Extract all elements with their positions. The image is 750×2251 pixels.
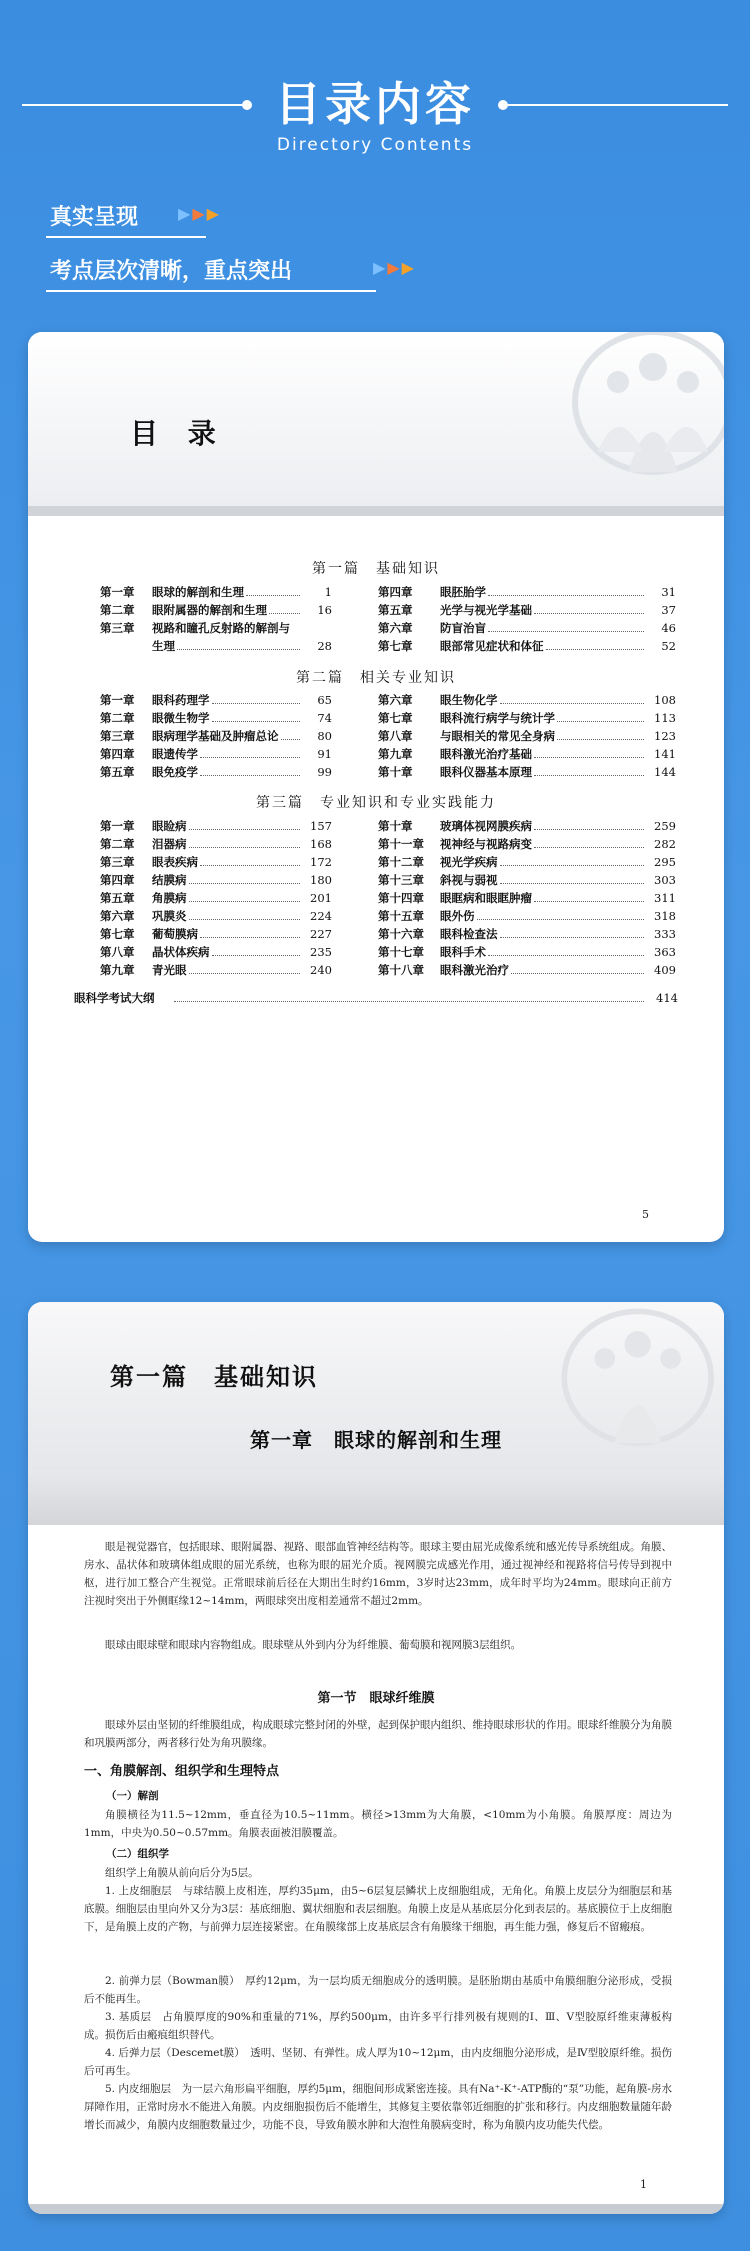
toc-entry [378, 638, 676, 654]
toc-entry [378, 908, 676, 924]
toc-chapter-number: 第十七章 [378, 945, 424, 959]
toc-part2-title: 第二篇 相关专业知识 [296, 670, 456, 686]
arrow-right-icon: ▶▶▶ [373, 258, 416, 277]
toc-leader [534, 613, 644, 614]
toc-page [28, 332, 724, 1242]
toc-chapter-name: 葡萄膜病 [152, 927, 198, 941]
paragraph: 2. 前弹力层（Bowman膜） 厚约12μm，为一层均质无细胞成分的透明膜。是胚胎期由基质中角膜细胞分泌形成，受损后不能再生。 [84, 1975, 672, 2005]
toc-entry [100, 620, 332, 636]
page-bottom-bar [28, 2204, 724, 2214]
toc-chapter-name: 视光学疾病 [440, 855, 498, 869]
toc-leader [281, 739, 300, 740]
toc-header-bar [28, 506, 724, 516]
toc-page-number: 37 [661, 603, 676, 617]
toc-chapter-number: 第五章 [100, 765, 135, 779]
toc-leader [534, 901, 644, 902]
toc-leader [534, 775, 644, 776]
toc-leader [174, 1001, 644, 1002]
toc-chapter-name: 角膜病 [152, 891, 187, 905]
toc-leader [557, 721, 644, 722]
toc-entry [378, 854, 676, 870]
section-heading: 第一节 眼球纤维膜 [317, 1691, 435, 1706]
toc-page-number: 282 [654, 837, 676, 851]
toc-entry [378, 764, 676, 780]
arrow-right-icon: ▶▶▶ [178, 204, 221, 223]
toc-chapter-name: 眼科手术 [440, 945, 486, 959]
toc-chapter-number: 第九章 [100, 963, 135, 977]
toc-chapter-name: 防盲治盲 [440, 621, 486, 635]
toc-leader [488, 595, 644, 596]
subsubsection-heading: （二）组织学 [106, 1848, 169, 1860]
paragraph: 1. 上皮细胞层 与球结膜上皮相连，厚约35μm，由5~6层复层鳞状上皮细胞组成，无角化。角膜上皮层分为细胞层和基底膜。细胞层由里向外又分为3层：基底细胞、翼状细胞和表层细胞。角膜上皮是从基底层分化到表层的。基底膜位于上皮细胞下，是角膜上皮的产物，与前弹力层连接紧密。在角膜缘部上皮基底层含有角膜缘干细胞，再生能力强，修复后不留瘢痕。 [84, 1885, 672, 1933]
toc-chapter-number: 第二章 [100, 603, 135, 617]
toc-leader [534, 757, 644, 758]
toc-entry [378, 890, 676, 906]
toc-entry [100, 908, 332, 924]
toc-chapter-name: 眼微生物学 [152, 711, 210, 725]
toc-entry [100, 890, 332, 906]
chapter-title-band [28, 1470, 724, 1525]
toc-page-number: 91 [317, 747, 332, 761]
toc-entry [100, 764, 332, 780]
toc-page-number: 144 [654, 765, 676, 779]
toc-page-number: 333 [654, 927, 676, 941]
toc-leader [488, 955, 644, 956]
toc-page-number: 363 [654, 945, 676, 959]
toc-leader [200, 757, 300, 758]
toc-entry [378, 710, 676, 726]
toc-leader [212, 955, 300, 956]
toc-leader [246, 595, 300, 596]
toc-chapter-number: 第十一章 [378, 837, 424, 851]
toc-entry [100, 854, 332, 870]
toc-chapter-number: 第六章 [378, 693, 413, 707]
toc-chapter-name: 玻璃体视网膜疾病 [440, 819, 532, 833]
toc-entry [100, 818, 332, 834]
tag-underline-1 [46, 236, 206, 238]
toc-chapter-name: 眼胚胎学 [440, 585, 486, 599]
toc-entry [100, 962, 332, 978]
toc-chapter-number: 第十八章 [378, 963, 424, 977]
toc-leader [189, 829, 300, 830]
toc-page-number: 46 [661, 621, 676, 635]
toc-page-number: 259 [654, 819, 676, 833]
toc-chapter-number: 第十六章 [378, 927, 424, 941]
toc-chapter-number: 第五章 [378, 603, 413, 617]
toc-chapter-number: 第一章 [100, 693, 135, 707]
paragraph: 眼球由眼球壁和眼球内容物组成。眼球壁从外到内分为纤维膜、葡萄膜和视网膜3层组织。 [105, 1639, 522, 1651]
toc-chapter-name: 眼球的解剖和生理 [152, 585, 244, 599]
toc-chapter-number: 第六章 [378, 621, 413, 635]
toc-chapter-number: 第二章 [100, 711, 135, 725]
toc-chapter-name: 眼睑病 [152, 819, 187, 833]
toc-leader [200, 937, 300, 938]
toc-page-number: 172 [310, 855, 332, 869]
toc-leader [189, 973, 300, 974]
toc-chapter-number: 第三章 [100, 621, 135, 635]
part-title: 第一篇 基础知识 [110, 1362, 318, 1391]
toc-entry [100, 710, 332, 726]
toc-entry [378, 818, 676, 834]
tag-underline-2 [46, 290, 376, 292]
toc-entry [100, 584, 332, 600]
toc-entry [100, 728, 332, 744]
toc-entry [378, 728, 676, 744]
toc-leader [500, 937, 644, 938]
chapter-title: 第一章 眼球的解剖和生理 [250, 1428, 502, 1452]
toc-chapter-name: 泪器病 [152, 837, 187, 851]
toc-entry [378, 692, 676, 708]
toc-entry [378, 620, 676, 636]
toc-entry [378, 602, 676, 618]
toc-chapter-name: 眼部常见症状和体征 [440, 639, 544, 653]
toc-page-number: 201 [310, 891, 332, 905]
toc-chapter-name: 眼科药理学 [152, 693, 210, 707]
toc-chapter-name: 眼生物化学 [440, 693, 498, 707]
toc-chapter-name: 斜视与弱视 [440, 873, 498, 887]
toc-outline-name: 眼科学考试大纲 [74, 991, 155, 1005]
toc-page-number: 108 [654, 693, 676, 707]
toc-chapter-name: 晶状体疾病 [152, 945, 210, 959]
toc-chapter-name: 眼科流行病学与统计学 [440, 711, 555, 725]
toc-leader [557, 739, 644, 740]
subsection-heading: 一、角膜解剖、组织学和生理特点 [84, 1764, 280, 1779]
toc-page-number: 16 [317, 603, 332, 617]
toc-leader [200, 865, 300, 866]
header-title: 目录内容 [275, 77, 475, 131]
toc-leader [269, 613, 300, 614]
toc-chapter-name: 眼科激光治疗基础 [440, 747, 532, 761]
toc-chapter-number: 第十章 [378, 765, 413, 779]
toc-page-number: 157 [310, 819, 332, 833]
toc-page-number: 123 [654, 729, 676, 743]
toc-page-number: 28 [317, 639, 332, 653]
toc-chapter-number: 第三章 [100, 855, 135, 869]
toc-chapter-name: 眼眶病和眼眶肿瘤 [440, 891, 532, 905]
toc-page-number: 168 [310, 837, 332, 851]
toc-leader [534, 829, 644, 830]
toc-page-number: 235 [310, 945, 332, 959]
page-number: 1 [640, 2178, 647, 2191]
paragraph: 眼是视觉器官，包括眼球、眼附属器、视路、眼部血管神经结构等。眼球主要由屈光成像系统和感光传导系统组成。角膜、房水、晶状体和玻璃体组成眼的屈光系统，也称为眼的屈光介质。视网膜完成感光作用，通过视神经和视路将信号传导到视中枢，进行加工整合产生视觉。正常眼球前后径在大期出生时约16mm，3岁时达23mm，成年时平均为24mm。眼球向正前方注视时突出于外侧眶缘12~14mm，两眼球突出度相差通常不超过2mm。 [84, 1541, 672, 1607]
toc-entry [378, 944, 676, 960]
toc-entry [100, 602, 332, 618]
toc-entry [378, 962, 676, 978]
toc-chapter-number: 第八章 [378, 729, 413, 743]
content-page [28, 1302, 724, 2214]
toc-chapter-number: 第七章 [378, 639, 413, 653]
toc-chapter-number: 第十二章 [378, 855, 424, 869]
paragraph: 5. 内皮细胞层 为一层六角形扁平细胞，厚约5μm，细胞间形成紧密连接。具有Na⁺-K⁺-ATP酶的“泵”功能，起角膜-房水屏障作用，正常时房水不能进入角膜。内皮细胞损伤后不能增生，其修复主要依靠邻近细胞的扩张和移行。内皮细胞数量随年龄增长而减少，角膜内皮细胞数量过少，功能不良，导致角膜水肿和大泡性角膜病变时，称为角膜内皮功能失代偿。 [84, 2083, 672, 2131]
toc-leader [189, 901, 300, 902]
toc-leader [477, 919, 644, 920]
toc-leader [212, 721, 300, 722]
toc-entry [378, 746, 676, 762]
toc-chapter-name: 眼科检查法 [440, 927, 498, 941]
toc-chapter-number: 第三章 [100, 729, 135, 743]
tag-clear: 考点层次清晰，重点突出 [50, 259, 293, 284]
toc-page-number: 99 [317, 765, 332, 779]
toc-outline-page: 414 [656, 991, 678, 1005]
toc-page-number: 113 [654, 711, 676, 725]
toc-chapter-name: 眼附属器的解剖和生理 [152, 603, 267, 617]
toc-entry [378, 926, 676, 942]
toc-title: 目 录 [130, 417, 226, 450]
toc-chapter-name: 光学与视光学基础 [440, 603, 532, 617]
toc-chapter-number: 第四章 [100, 873, 135, 887]
toc-leader [189, 883, 300, 884]
tag-real: 真实呈现 [50, 205, 139, 230]
toc-chapter-number: 第六章 [100, 909, 135, 923]
toc-leader [200, 775, 300, 776]
toc-page-number: 80 [317, 729, 332, 743]
toc-chapter-number: 第五章 [100, 891, 135, 905]
toc-chapter-number: 第十章 [378, 819, 413, 833]
toc-chapter-name: 眼科激光治疗 [440, 963, 509, 977]
toc-chapter-number: 第一章 [100, 819, 135, 833]
toc-page-number: 31 [661, 585, 676, 599]
toc-page-number: 295 [654, 855, 676, 869]
toc-part1-title: 第一篇 基础知识 [312, 561, 440, 577]
paragraph: 3. 基质层 占角膜厚度的90%和重量的71%，厚约500μm，由许多平行排列极有规则的Ⅰ、Ⅲ、Ⅴ型胶原纤维束薄板构成。损伤后由瘢痕组织替代。 [84, 2011, 672, 2041]
toc-entry [378, 836, 676, 852]
toc-entry [100, 944, 332, 960]
toc-chapter-name: 眼科仪器基本原理 [440, 765, 532, 779]
toc-entry [378, 584, 676, 600]
toc-chapter-number: 第十三章 [378, 873, 424, 887]
toc-page-number: 303 [654, 873, 676, 887]
toc-entry [100, 926, 332, 942]
toc-chapter-number: 第七章 [100, 927, 135, 941]
toc-chapter-name: 眼表疾病 [152, 855, 198, 869]
toc-chapter-number: 第四章 [100, 747, 135, 761]
toc-page-number: 52 [661, 639, 676, 653]
toc-entry [100, 746, 332, 762]
toc-leader [534, 847, 644, 848]
toc-leader [177, 649, 300, 650]
toc-chapter-number: 第十四章 [378, 891, 424, 905]
paragraph: 组织学上角膜从前向后分为5层。 [105, 1867, 259, 1879]
toc-page-number: 74 [317, 711, 332, 725]
toc-chapter-name: 眼外伤 [440, 909, 475, 923]
subsubsection-heading: （一）解剖 [106, 1790, 159, 1802]
toc-chapter-name: 视路和瞳孔反射路的解剖与 [152, 621, 290, 635]
toc-chapter-name: 巩膜炎 [152, 909, 187, 923]
toc-entry [378, 872, 676, 888]
page-number: 5 [642, 1208, 649, 1221]
toc-page-number: 224 [310, 909, 332, 923]
toc-part3-title: 第三篇 专业知识和专业实践能力 [256, 795, 496, 811]
toc-entry [100, 638, 332, 654]
toc-page-number: 311 [654, 891, 676, 905]
toc-page-number: 318 [654, 909, 676, 923]
toc-page-number: 227 [310, 927, 332, 941]
logo-figures-icon [558, 332, 724, 492]
toc-entry [100, 836, 332, 852]
toc-page-number: 180 [310, 873, 332, 887]
paragraph: 4. 后弹力层（Descemet膜） 透明、坚韧、有弹性。成人厚为10~12μm，由内皮细胞分泌形成，是Ⅳ型胶原纤维。损伤后可再生。 [84, 2047, 672, 2077]
toc-chapter-name: 与眼相关的常见全身病 [440, 729, 555, 743]
toc-entry [100, 692, 332, 708]
toc-leader [546, 649, 644, 650]
toc-leader [500, 883, 644, 884]
toc-leader [500, 865, 644, 866]
toc-leader [500, 703, 644, 704]
toc-chapter-name: 眼病理学基础及肿瘤总论 [152, 729, 279, 743]
toc-leader [189, 919, 300, 920]
toc-leader [511, 973, 644, 974]
toc-leader [212, 703, 300, 704]
toc-chapter-number: 第十五章 [378, 909, 424, 923]
toc-chapter-number: 第八章 [100, 945, 135, 959]
paragraph: 角膜横径为11.5~12mm，垂直径为10.5~11mm。横径>13mm为大角膜，<10mm为小角膜。角膜厚度：周边为1mm，中央为0.50~0.57mm。角膜表面被泪膜覆盖。 [84, 1809, 672, 1839]
toc-chapter-name: 青光眼 [152, 963, 187, 977]
toc-chapter-number: 第九章 [378, 747, 413, 761]
toc-page-number: 1 [324, 585, 332, 599]
toc-leader [189, 847, 300, 848]
toc-chapter-name: 视神经与视路病变 [440, 837, 532, 851]
toc-page-number: 409 [654, 963, 676, 977]
toc-chapter-name: 结膜病 [152, 873, 187, 887]
toc-chapter-number: 第四章 [378, 585, 413, 599]
toc-chapter-name: 生理 [152, 639, 175, 653]
toc-page-number: 240 [310, 963, 332, 977]
toc-entry [100, 872, 332, 888]
paragraph: 眼球外层由坚韧的纤维膜组成，构成眼球完整封闭的外壁，起到保护眼内组织、维持眼球形状的作用。眼球纤维膜分为角膜和巩膜两部分，两者移行处为角巩膜缘。 [84, 1719, 672, 1749]
toc-chapter-name: 眼免疫学 [152, 765, 198, 779]
toc-chapter-number: 第七章 [378, 711, 413, 725]
toc-chapter-number: 第一章 [100, 585, 135, 599]
toc-page-number: 65 [317, 693, 332, 707]
toc-page-number: 141 [654, 747, 676, 761]
toc-chapter-name: 眼遗传学 [152, 747, 198, 761]
toc-leader [488, 631, 644, 632]
header-subtitle: Directory Contents [276, 135, 474, 155]
toc-chapter-number: 第二章 [100, 837, 135, 851]
